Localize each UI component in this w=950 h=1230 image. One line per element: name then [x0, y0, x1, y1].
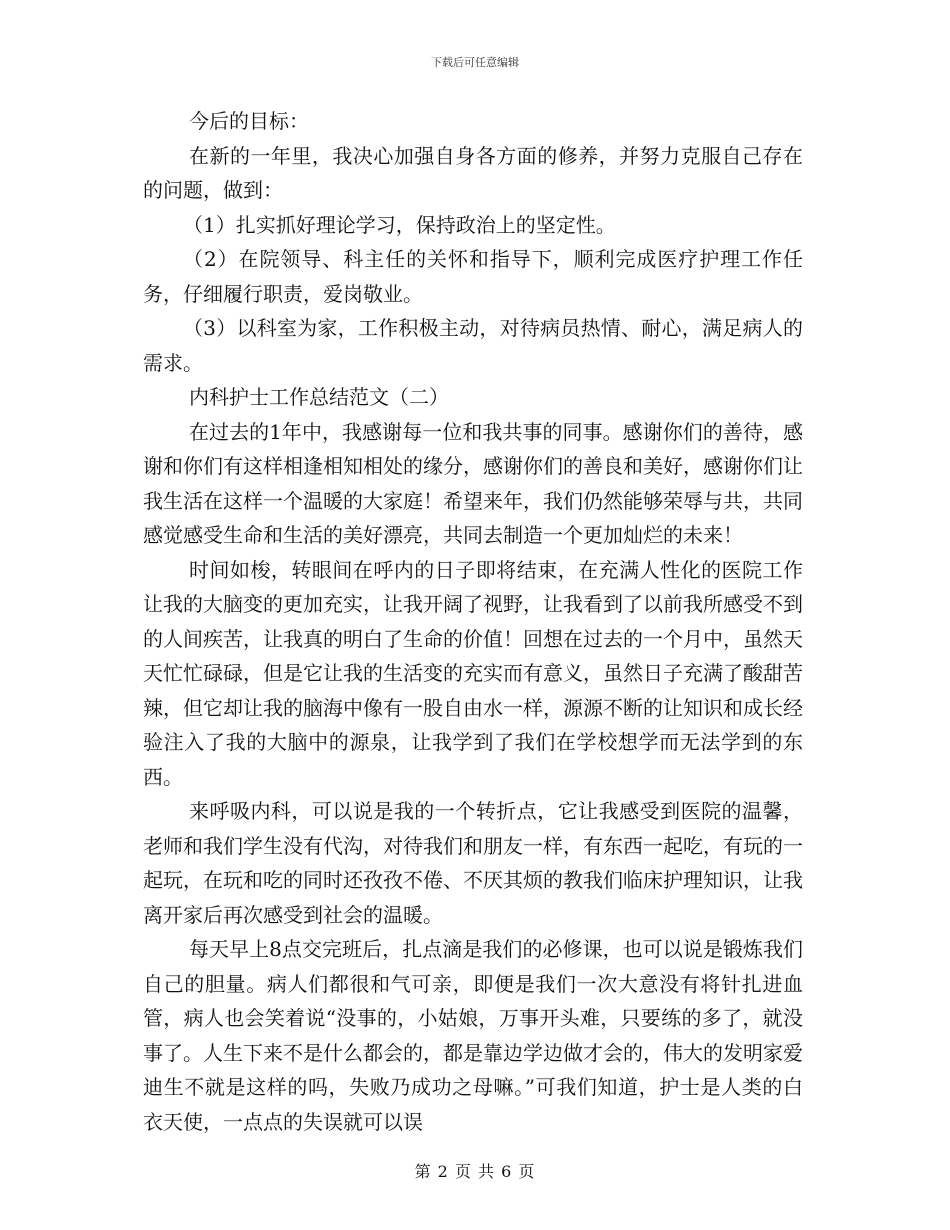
paragraph-daily: 每天早上8点交完班后，扎点滴是我们的必修课，也可以说是锻炼我们自己的胆量。病人们都很和气可亲，即便是我们一次大意没有将针扎进血管，病人也会笑着说“没事的，小姑娘，万事开头难，只要练的多了，就没事了。人生下来不是什么都会的，都是靠边学边做才会的，伟大的发明家爱迪生不就是这样的吗，失败乃成功之母嘛。”可我们知道，护士是人类的白衣天使，一点点的失误就可以误	[143, 937, 803, 1134]
document-body	[143, 104, 803, 1139]
paragraph-goals-intro: 在新的一年里，我决心加强自身各方面的修养，并努力克服自己存在的问题，做到：	[143, 143, 803, 202]
page-footer: 第 2 页 共 6 页	[414, 1162, 536, 1181]
paragraph-goal-3: （3）以科室为家，工作积极主动，对待病员热情、耐心，满足病人的需求。	[143, 316, 803, 375]
paragraph-goal-1: （1）扎实抓好理论学习，保持政治上的坚定性。	[183, 212, 616, 237]
paragraph-goals-heading: 今后的目标：	[189, 109, 309, 133]
paragraph-thanks: 在过去的1年中，我感谢每一位和我共事的同事。感谢你们的善待，感谢和你们有这样相逢相知相处的缘分，感谢你们的善良和美好，感谢你们让我生活在这样一个温暖的大家庭！希望来年，我们仍然能够荣辱与共，共同感觉感受生命和生活的美好漂亮，共同去制造一个更加灿烂的未来！	[143, 419, 803, 547]
page-header: 下载后可任意编辑	[431, 56, 519, 69]
paragraph-respiratory: 来呼吸内科，可以说是我的一个转折点，它让我感受到医院的温馨，老师和我们学生没有代沟，对待我们和朋友一样，有东西一起吃，有玩的一起玩，在玩和吃的同时还孜孜不倦、不厌其烦的教我们临床护理知识，让我离开家后再次感受到社会的温暖。	[143, 799, 803, 927]
section-title: 内科护士工作总结范文（二）	[189, 385, 449, 409]
paragraph-time: 时间如梭，转眼间在呼内的日子即将结束，在充满人性化的医院工作让我的大脑变的更加充实，让我开阔了视野，让我看到了以前我所感受不到的人间疾苦，让我真的明白了生命的价值！回想在过去的一个月中，虽然天天忙忙碌碌，但是它让我的生活变的充实而有意义，虽然日子充满了酸甜苦辣，但它却让我的脑海中像有一股自由水一样，源源不断的让知识和成长经验注入了我的大脑中的源泉，让我学到了我们在学校想学而无法学到的东西。	[143, 557, 803, 789]
paragraph-goal-2: （2）在院领导、科主任的关怀和指导下，顺利完成医疗护理工作任务，仔细履行职责，爱岗敬业。	[143, 247, 803, 306]
